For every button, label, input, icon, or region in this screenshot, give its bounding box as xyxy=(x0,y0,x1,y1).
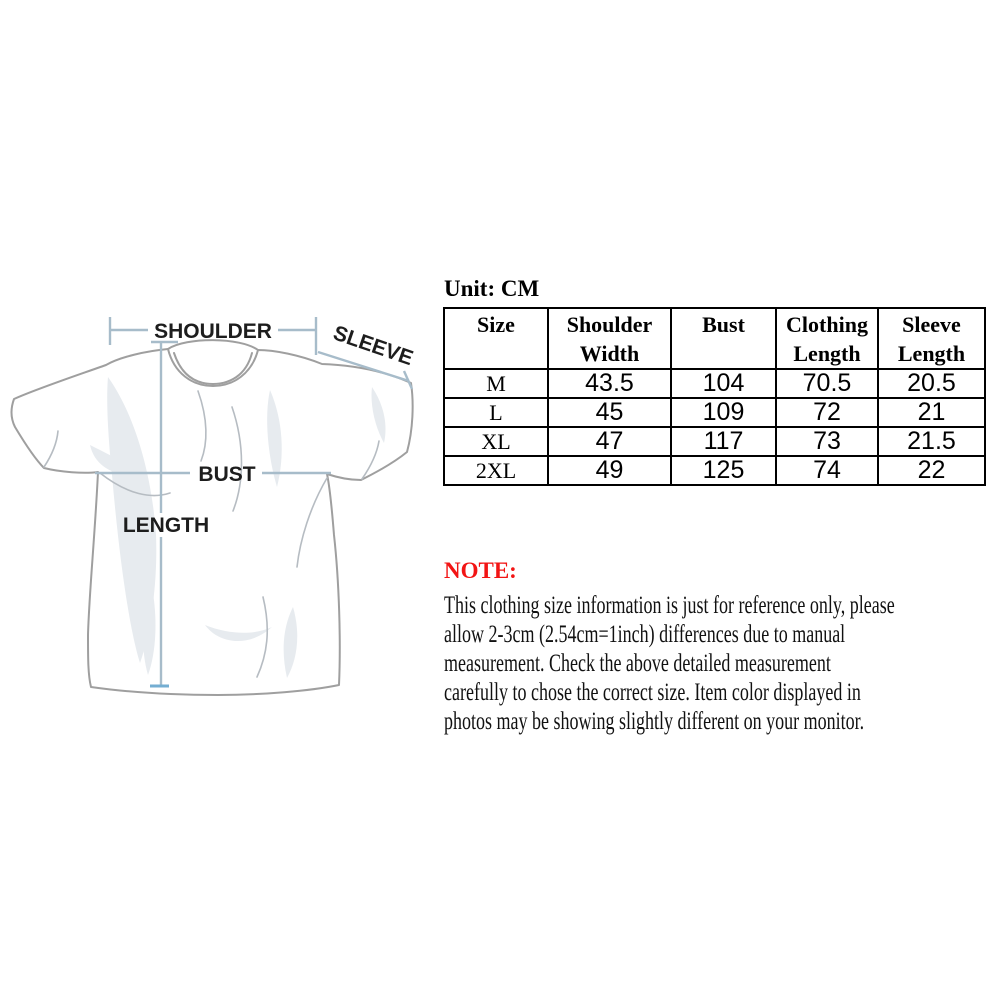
note-line: This clothing size information is just for reference only, please xyxy=(444,592,895,619)
value-cell: 109 xyxy=(671,398,776,427)
col-header-line: Size xyxy=(477,312,515,337)
value-cell: 104 xyxy=(671,369,776,398)
tshirt-outline xyxy=(11,340,412,695)
note-line: carefully to chose the correct size. Item color displayed in xyxy=(444,679,861,706)
value-cell: 70.5 xyxy=(776,369,878,398)
size-cell: XL xyxy=(444,427,548,456)
value-cell: 20.5 xyxy=(878,369,985,398)
col-header-shoulder-width xyxy=(548,308,671,369)
col-header-line: Length xyxy=(793,341,861,366)
note-line: photos may be showing slightly different on your monitor. xyxy=(444,708,865,735)
value-cell: 125 xyxy=(671,456,776,485)
table-row-m xyxy=(444,369,985,398)
length-label: LENGTH xyxy=(122,514,210,537)
note-line: measurement. Check the above detailed measurement xyxy=(444,650,831,677)
value-cell: 43.5 xyxy=(548,369,671,398)
size-cell: M xyxy=(444,369,548,398)
note-title: NOTE: xyxy=(444,558,517,583)
value-cell: 21.5 xyxy=(878,427,985,456)
col-header-sleeve-length xyxy=(878,308,985,369)
col-header-line: Clothing xyxy=(786,312,868,337)
tshirt-diagram xyxy=(0,295,440,745)
note-line: allow 2-3cm (2.54cm=1inch) differences due to manual xyxy=(444,621,846,648)
col-header-size xyxy=(444,308,548,369)
size-cell: L xyxy=(444,398,548,427)
col-header-line: Bust xyxy=(702,312,745,337)
value-cell: 21 xyxy=(878,398,985,427)
size-table-header-row xyxy=(444,308,985,369)
col-header-line: Width xyxy=(579,341,640,366)
table-row-l xyxy=(444,398,985,427)
unit-heading: Unit: CM xyxy=(444,276,540,301)
shoulder-label: SHOULDER xyxy=(154,320,272,343)
note-paragraph xyxy=(444,591,1002,736)
table-row-2xl xyxy=(444,456,985,485)
bust-label: BUST xyxy=(198,463,256,486)
sleeve-label: SLEEVE xyxy=(330,321,417,371)
value-cell: 49 xyxy=(548,456,671,485)
value-cell: 117 xyxy=(671,427,776,456)
value-cell: 22 xyxy=(878,456,985,485)
value-cell: 72 xyxy=(776,398,878,427)
table-row-xl xyxy=(444,427,985,456)
collar-ribbing-line xyxy=(174,353,252,384)
size-cell: 2XL xyxy=(444,456,548,485)
col-header-bust xyxy=(671,308,776,369)
size-table xyxy=(443,307,986,486)
col-header-line: Shoulder xyxy=(566,312,653,337)
col-header-clothing-length xyxy=(776,308,878,369)
col-header-line: Length xyxy=(897,341,966,366)
col-header-line: Sleeve xyxy=(902,312,961,337)
value-cell: 45 xyxy=(548,398,671,427)
value-cell: 74 xyxy=(776,456,878,485)
value-cell: 47 xyxy=(548,427,671,456)
value-cell: 73 xyxy=(776,427,878,456)
